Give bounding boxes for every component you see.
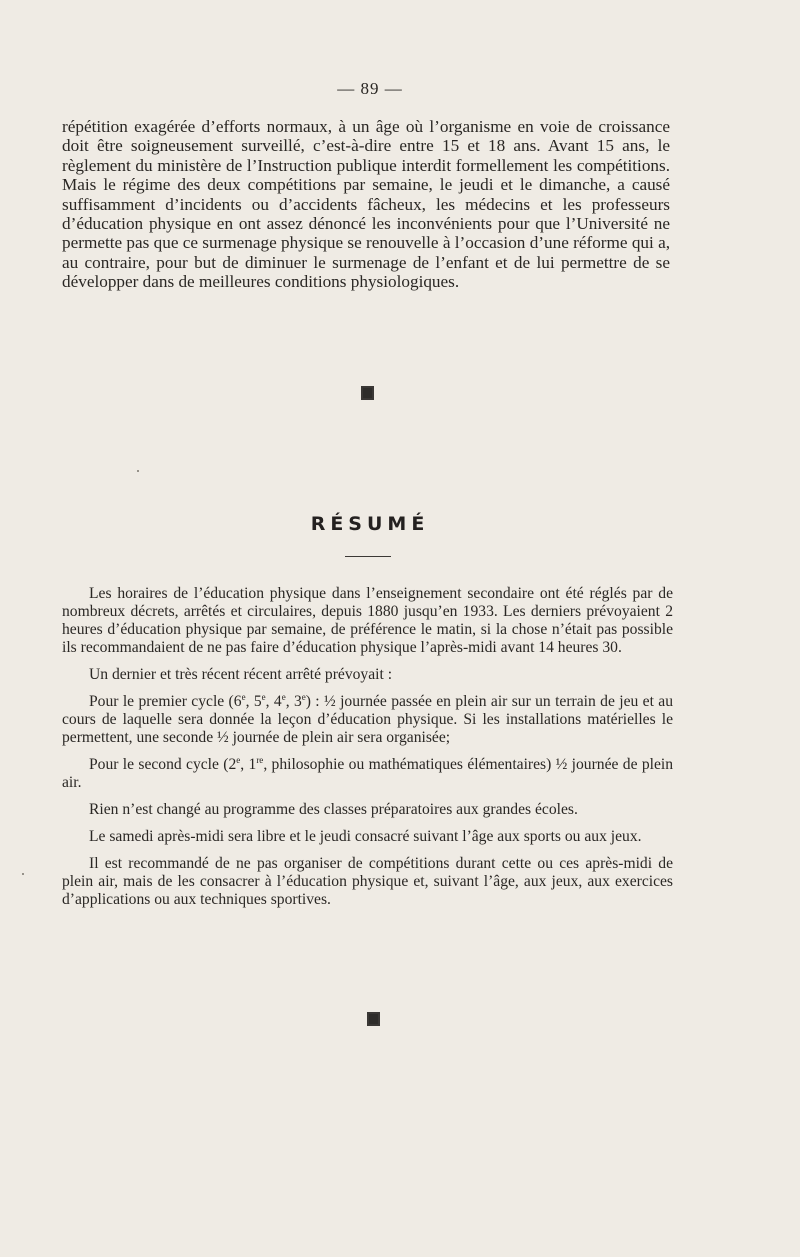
section-ornament-bottom	[367, 1012, 380, 1026]
p4-tail: , philosophie ou mathématiques élémentaires) ½ journée de plein air.	[62, 756, 674, 791]
title-divider	[345, 556, 391, 557]
resume-paragraph-2: Un dernier et très récent récent arrêté prévoyait :	[89, 666, 393, 683]
p3-c3: , 3	[285, 693, 302, 710]
resume-paragraph-4	[62, 756, 673, 792]
resume-paragraph-6: Le samedi après-midi sera libre et le jeudi consacré suivant l’âge aux sports ou aux jeux.	[89, 828, 642, 845]
resume-paragraph-7: Il est recommandé de ne pas organiser de compétitions durant cette ou ces après-midi de plein air, mais de les consacrer à l’éducation physique et, suivant l’âge, aux jeux, aux exercices d’applications ou aux techniques sportives.	[62, 855, 673, 908]
sup-e: e	[281, 691, 286, 702]
sup-e: e	[261, 691, 266, 702]
page-number: — 89 —	[337, 79, 403, 98]
resume-paragraph-3	[62, 693, 673, 747]
section-ornament-top	[361, 386, 374, 400]
sup-e: e	[241, 691, 246, 702]
p3-c2: , 4	[265, 693, 282, 710]
p3-tail: ) : ½ journée passée en plein air sur un terrain de jeu et au cours de laquelle sera donnée la leçon d’éducation physique. Si les installations matérielles le permettent, une seconde ½ journée de plein air sera organisée;	[62, 693, 673, 746]
sup-e: e	[236, 754, 241, 765]
stray-mark	[137, 470, 139, 472]
p3-lead: Pour le premier cycle (6	[89, 693, 242, 710]
intro-paragraph	[62, 117, 670, 292]
stray-mark	[22, 873, 24, 875]
resume-paragraph-5: Rien n’est changé au programme des classes préparatoires aux grandes écoles.	[89, 801, 578, 818]
p3-c1: , 5	[245, 693, 262, 710]
p4-mid: , 1	[240, 756, 257, 773]
sup-re: re	[256, 754, 264, 765]
sup-e: e	[301, 691, 306, 702]
resume-paragraph-1: Les horaires de l’éducation physique dans l’enseignement secondaire ont été réglés par de nombreux décrets, arrêtés et circulaires, depuis 1880 jusqu’en 1933. Les derniers prévoyaient 2 heures d’éducation physique par semaine, de préférence le matin, si la chose n’était pas possible ils recommandaient de ne pas faire d’éducation physique l’après-midi avant 14 heures 30.	[62, 585, 673, 656]
resume-title: RÉSUMÉ	[310, 513, 430, 535]
resume-body	[62, 585, 673, 918]
intro-text: répétition exagérée d’efforts normaux, à un âge où l’organisme en voie de croissance doit être soigneusement surveillé, c’est-à-dire entre 15 et 18 ans. Avant 15 ans, le règlement du ministère de l’Instruction publique interdit formellement les compétitions. Mais le régime des deux compétitions par semaine, le jeudi et le dimanche, a causé suffisamment d’incidents ou d’accidents fâcheux, les médecins et les professeurs d’éducation physique en ont assez dénoncé les inconvénients pour que l’Université ne permette pas que ce surmenage physique se renouvelle à l’occasion d’une réforme qui a, au contraire, pour but de diminuer le surmenage de l’enfant et de lui permettre de se développer dans de meilleures conditions physiologiques.	[62, 117, 670, 292]
p4-lead: Pour le second cycle (2	[89, 756, 237, 773]
